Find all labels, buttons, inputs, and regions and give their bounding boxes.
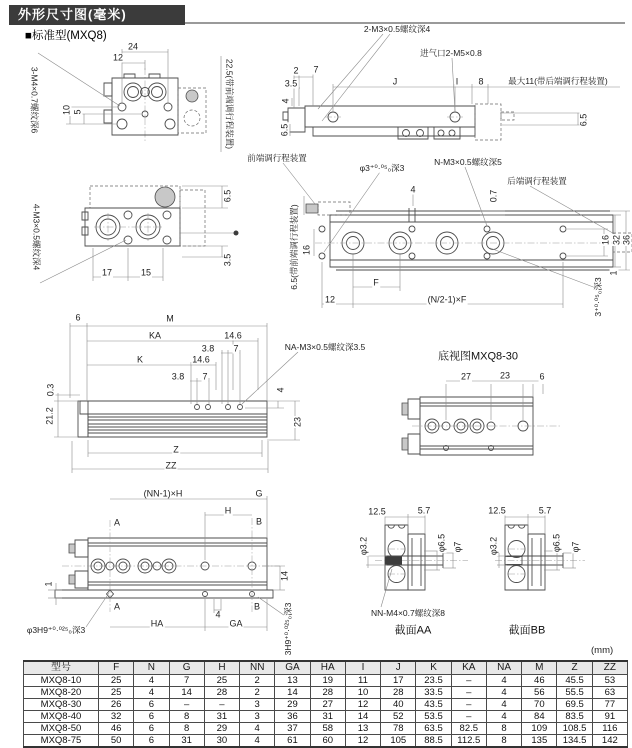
- dim-label: 23: [292, 416, 303, 428]
- dim-label: 14: [279, 570, 290, 582]
- dim-label: 14.6: [192, 354, 210, 365]
- column-header-cell: H: [204, 661, 239, 675]
- value-cell: 8: [486, 735, 521, 748]
- value-cell: 58: [310, 723, 345, 735]
- value-cell: 25: [99, 675, 134, 687]
- value-cell: 23.5: [416, 675, 451, 687]
- dim-label: 3.5: [284, 78, 298, 89]
- value-cell: 77: [592, 699, 627, 711]
- value-cell: 37: [275, 723, 310, 735]
- dim-label: 24: [127, 41, 139, 52]
- table-row: [24, 723, 628, 735]
- dim-label: 5: [72, 109, 83, 115]
- note-thread-3xM4: 3-M4×0.7螺纹深6: [29, 66, 40, 134]
- dim-label: KA: [148, 330, 162, 341]
- value-cell: 6: [134, 735, 169, 748]
- value-cell: 46: [99, 723, 134, 735]
- dim-label: 7: [313, 64, 319, 75]
- dim-label: 16: [301, 244, 312, 256]
- value-cell: 8: [169, 723, 204, 735]
- dim-label: 6.5: [222, 189, 233, 203]
- dim-label: φ6.5: [551, 533, 562, 553]
- value-cell: 4: [486, 687, 521, 699]
- value-cell: 134.5: [557, 735, 592, 748]
- dim-label: 16: [600, 234, 611, 246]
- value-cell: 142: [592, 735, 627, 748]
- value-cell: 13: [345, 723, 380, 735]
- table-row: [24, 735, 628, 748]
- dim-label: 3.5: [222, 253, 233, 267]
- value-cell: 8: [169, 711, 204, 723]
- dim-label: 4: [215, 609, 221, 620]
- table-row: [24, 687, 628, 699]
- dim-label: (NN-1)×H: [143, 488, 183, 499]
- value-cell: –: [451, 675, 486, 687]
- column-header-cell: G: [169, 661, 204, 675]
- value-cell: 63.5: [416, 723, 451, 735]
- value-cell: 31: [310, 711, 345, 723]
- dim-label: 36: [621, 234, 632, 246]
- note-thread-4xM3: 4-M3×0.5螺纹深4: [31, 203, 42, 271]
- value-cell: 50: [99, 735, 134, 748]
- dim-label: 10: [61, 104, 72, 116]
- value-cell: 53: [592, 675, 627, 687]
- value-cell: 13: [275, 675, 310, 687]
- value-cell: 7: [169, 675, 204, 687]
- value-cell: 2: [240, 687, 275, 699]
- note-max-11-rear-adjuster: 最大11(带后端调行程装置): [508, 75, 608, 86]
- value-cell: 33.5: [416, 687, 451, 699]
- value-cell: 3: [240, 711, 275, 723]
- value-cell: 63: [592, 687, 627, 699]
- dim-label: 4: [410, 184, 416, 195]
- value-cell: 17: [381, 675, 416, 687]
- dim-label: 4: [275, 387, 286, 393]
- note-22-5-front-adjuster: 22.5(带前端调行程装置): [224, 58, 235, 150]
- column-header-cell: HA: [310, 661, 345, 675]
- dim-label: 1: [608, 270, 619, 276]
- value-cell: 14: [345, 711, 380, 723]
- value-cell: 6: [134, 711, 169, 723]
- column-header-cell: F: [99, 661, 134, 675]
- value-cell: 88.5: [416, 735, 451, 748]
- value-cell: 11: [345, 675, 380, 687]
- value-cell: 4: [486, 699, 521, 711]
- value-cell: 25: [204, 675, 239, 687]
- value-cell: 14: [169, 687, 204, 699]
- dimension-table: [23, 660, 628, 748]
- value-cell: 26: [99, 699, 134, 711]
- column-header-cell: Z: [557, 661, 592, 675]
- value-cell: 31: [204, 711, 239, 723]
- note-hole-depth: 3H9⁺⁰·⁰²⁵₀深3: [282, 602, 293, 656]
- value-cell: –: [451, 711, 486, 723]
- dim-label: Z: [173, 444, 179, 455]
- dim-label: 7: [233, 343, 239, 354]
- dim-label: 17: [101, 267, 113, 278]
- value-cell: 4: [134, 687, 169, 699]
- value-cell: 46: [522, 675, 557, 687]
- dim-label: GA: [229, 618, 243, 629]
- column-header-cell: NN: [240, 661, 275, 675]
- value-cell: 91: [592, 711, 627, 723]
- value-cell: 12: [345, 735, 380, 748]
- column-header-cell: 型号: [24, 661, 99, 675]
- dim-label: φ6.5: [436, 533, 447, 553]
- value-cell: 78: [381, 723, 416, 735]
- dim-label: 12: [112, 52, 124, 63]
- value-cell: 40: [381, 699, 416, 711]
- dim-label: F: [373, 277, 379, 288]
- value-cell: –: [204, 699, 239, 711]
- value-cell: 36: [275, 711, 310, 723]
- dim-label: B: [253, 601, 261, 612]
- column-header-cell: I: [345, 661, 380, 675]
- value-cell: 28: [310, 687, 345, 699]
- dim-label: A: [113, 517, 121, 528]
- note-6-5-front-adjuster: 6.5(带前端调行程装置): [288, 204, 299, 290]
- dim-label: 27: [460, 371, 472, 382]
- dim-label: φ7: [452, 541, 463, 553]
- value-cell: 82.5: [451, 723, 486, 735]
- dim-label: 5.7: [417, 505, 431, 516]
- view-title-section-aa: 截面AA: [394, 624, 432, 637]
- dim-label: 32: [611, 234, 622, 246]
- dim-label: HA: [150, 618, 164, 629]
- value-cell: 70: [522, 699, 557, 711]
- value-cell: 116: [592, 723, 627, 735]
- value-cell: 55.5: [557, 687, 592, 699]
- value-cell: 31: [169, 735, 204, 748]
- column-header-cell: ZZ: [592, 661, 627, 675]
- value-cell: 29: [204, 723, 239, 735]
- dim-label: M: [166, 313, 174, 324]
- dim-label: (N/2-1)×F: [427, 294, 467, 305]
- dim-label: 3.8: [171, 371, 185, 382]
- value-cell: 4: [486, 675, 521, 687]
- table-row: [24, 675, 628, 687]
- value-cell: 45.5: [557, 675, 592, 687]
- note-hole-depth: φ3⁺⁰·⁰⁵₀深3: [359, 162, 405, 173]
- dim-label: A: [113, 601, 121, 612]
- model-cell: MXQ8-40: [24, 711, 99, 723]
- dim-label: 6: [539, 371, 545, 382]
- note-thread-NNxM4: NN-M4×0.7螺纹深8: [371, 607, 445, 618]
- dim-label: B: [255, 516, 263, 527]
- note-thread-2xM3: 2-M3×0.5螺纹深4: [363, 23, 431, 34]
- note-hole-depth: 3⁺⁰·⁰⁵₀深3: [592, 277, 603, 317]
- value-cell: 12: [345, 699, 380, 711]
- model-cell: MXQ8-30: [24, 699, 99, 711]
- model-cell: MXQ8-50: [24, 723, 99, 735]
- value-cell: 60: [310, 735, 345, 748]
- value-cell: 29: [275, 699, 310, 711]
- dim-label: ZZ: [165, 460, 177, 471]
- value-cell: 105: [381, 735, 416, 748]
- value-cell: 43.5: [416, 699, 451, 711]
- value-cell: 4: [134, 675, 169, 687]
- value-cell: 32: [99, 711, 134, 723]
- value-cell: 10: [345, 687, 380, 699]
- value-cell: 14: [275, 687, 310, 699]
- note-thread-NAxM3: NA-M3×0.5螺纹深3.5: [284, 341, 366, 352]
- value-cell: 3: [240, 699, 275, 711]
- dim-label: 12.5: [488, 505, 506, 516]
- dim-label: 0.3: [45, 383, 56, 397]
- model-cell: MXQ8-20: [24, 687, 99, 699]
- value-cell: 8: [486, 723, 521, 735]
- dim-label: I: [455, 76, 459, 87]
- dim-label: 4: [280, 98, 291, 104]
- value-cell: 4: [240, 723, 275, 735]
- dim-label: φ3.2: [488, 536, 499, 556]
- value-cell: –: [451, 687, 486, 699]
- column-header-cell: K: [416, 661, 451, 675]
- dim-label: φ7: [570, 541, 581, 553]
- value-cell: 108.5: [557, 723, 592, 735]
- dim-label: J: [392, 76, 398, 87]
- dim-label: 7: [202, 371, 208, 382]
- column-header-cell: NA: [486, 661, 521, 675]
- model-cell: MXQ8-75: [24, 735, 99, 748]
- dim-label: 6.5: [578, 113, 589, 127]
- value-cell: 30: [204, 735, 239, 748]
- dim-label: 15: [140, 267, 152, 278]
- dim-label: 12.5: [368, 506, 386, 517]
- value-cell: –: [451, 699, 486, 711]
- dim-label: 6.5: [279, 123, 290, 137]
- note-rear-stroke-adjuster: 后端调行程装置: [507, 175, 567, 186]
- dim-label: 8: [478, 76, 484, 87]
- value-cell: 6: [134, 723, 169, 735]
- value-cell: 4: [240, 735, 275, 748]
- dim-label: 3.8: [201, 343, 215, 354]
- dim-label: 5.7: [538, 505, 552, 516]
- value-cell: 69.5: [557, 699, 592, 711]
- column-header-cell: M: [522, 661, 557, 675]
- value-cell: 61: [275, 735, 310, 748]
- value-cell: 84: [522, 711, 557, 723]
- value-cell: 56: [522, 687, 557, 699]
- dim-label: 23: [499, 370, 511, 381]
- value-cell: 52: [381, 711, 416, 723]
- value-cell: 2: [240, 675, 275, 687]
- dim-label: 6: [75, 312, 81, 323]
- value-cell: 28: [381, 687, 416, 699]
- page-title: 外形尺寸图(毫米): [9, 5, 185, 25]
- dim-label: 21.2: [44, 407, 55, 425]
- value-cell: 4: [486, 711, 521, 723]
- dim-label: 2: [293, 65, 299, 76]
- value-cell: 83.5: [557, 711, 592, 723]
- note-hole-depth: φ3H9⁺⁰·⁰²⁵₀深3: [26, 624, 86, 635]
- units-note: (mm): [591, 645, 614, 656]
- column-header-cell: N: [134, 661, 169, 675]
- value-cell: 135: [522, 735, 557, 748]
- dim-label: 0.7: [488, 189, 499, 203]
- note-thread-NxM3: N-M3×0.5螺纹深5: [434, 156, 502, 167]
- dim-label: 1: [43, 581, 54, 587]
- value-cell: 112.5: [451, 735, 486, 748]
- note-front-stroke-adjuster: 前端调行程装置: [247, 152, 307, 163]
- value-cell: 109: [522, 723, 557, 735]
- dim-label: 12: [324, 294, 336, 305]
- section-subtitle: ■标准型(MXQ8): [25, 30, 107, 42]
- dim-label: K: [136, 354, 144, 365]
- value-cell: 19: [310, 675, 345, 687]
- view-title-section-bb: 截面BB: [508, 624, 546, 637]
- value-cell: 53.5: [416, 711, 451, 723]
- value-cell: 6: [134, 699, 169, 711]
- column-header-cell: KA: [451, 661, 486, 675]
- table-row: [24, 711, 628, 723]
- note-air-port: 进气口2-M5×0.8: [420, 47, 482, 58]
- table-row: [24, 699, 628, 711]
- model-cell: MXQ8-10: [24, 675, 99, 687]
- column-header-cell: GA: [275, 661, 310, 675]
- view-title-bottom-view: 底视图MXQ8-30: [437, 350, 519, 363]
- value-cell: 25: [99, 687, 134, 699]
- value-cell: –: [169, 699, 204, 711]
- column-header-cell: J: [381, 661, 416, 675]
- value-cell: 27: [310, 699, 345, 711]
- value-cell: 28: [204, 687, 239, 699]
- dim-label: G: [255, 488, 263, 499]
- dim-label: φ3.2: [358, 536, 369, 556]
- dim-label: 14.6: [224, 330, 242, 341]
- dim-label: H: [224, 505, 232, 516]
